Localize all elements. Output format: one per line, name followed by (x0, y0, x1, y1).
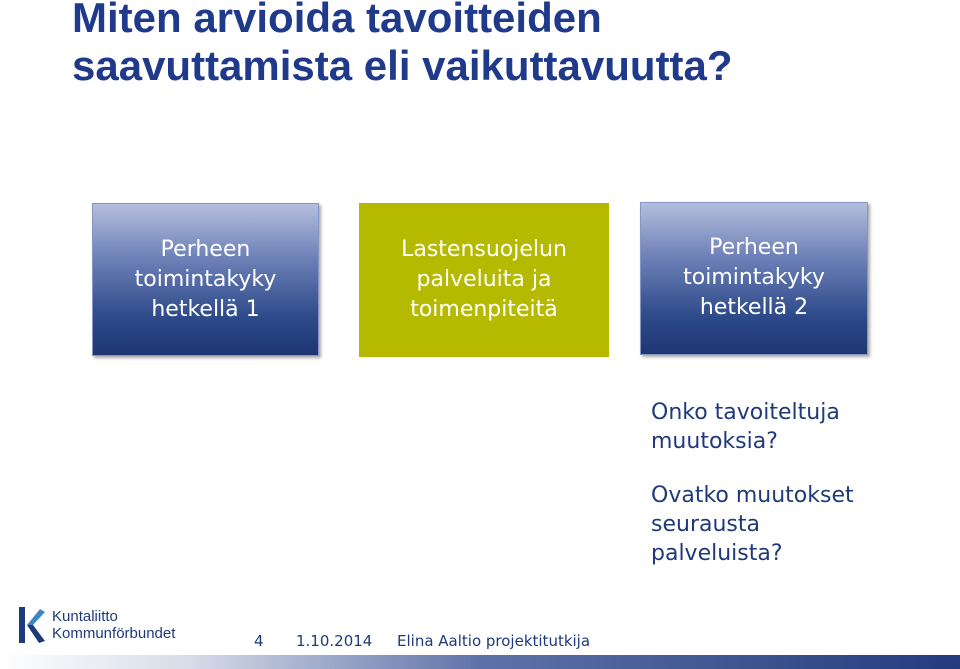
question-changes-from-services (651, 481, 854, 568)
question-2-line-3: palveluista? (651, 541, 783, 566)
box-family-functioning-time-1 (92, 203, 319, 356)
page-number: 4 (254, 632, 264, 650)
box-3-line-3: hetkellä 2 (699, 295, 809, 320)
box-1-line-2: toimintakyky (134, 266, 277, 292)
box-2-line-2: palveluita ja (416, 267, 552, 292)
box-1-line-1: Perheen (160, 236, 251, 262)
kuntaliitto-logo-icon (16, 605, 46, 645)
box-child-protection-services (359, 203, 609, 357)
box-3-line-1: Perheen (709, 235, 799, 260)
footer-gradient-bar (0, 655, 960, 669)
question-1-line-2: muutoksia? (651, 429, 778, 454)
slide-title (72, 0, 942, 90)
logo-text-line-2: Kommunförbundet (52, 625, 176, 642)
question-1-line-1: Onko tavoiteltuja (651, 400, 840, 425)
footer-date: 1.10.2014 (296, 632, 373, 650)
box-2-line-3: toimenpiteitä (410, 297, 558, 322)
question-targeted-changes (651, 398, 840, 456)
box-3-line-2: toimintakyky (683, 265, 825, 290)
box-1-line-3: hetkellä 1 (151, 296, 260, 322)
question-2-line-1: Ovatko muutokset (651, 483, 854, 508)
kuntaliitto-logo (16, 605, 175, 645)
box-family-functioning-time-2 (640, 202, 868, 355)
box-2-line-1: Lastensuojelun (401, 237, 567, 262)
question-2-line-2: seurausta (651, 512, 760, 537)
footer-author: Elina Aaltio projektitutkija (397, 632, 591, 650)
title-line-1: Miten arvioida tavoitteiden (72, 0, 602, 41)
title-line-2: saavuttamista eli vaikuttavuutta? (72, 42, 733, 89)
logo-text-line-1: Kuntaliitto (52, 608, 118, 625)
